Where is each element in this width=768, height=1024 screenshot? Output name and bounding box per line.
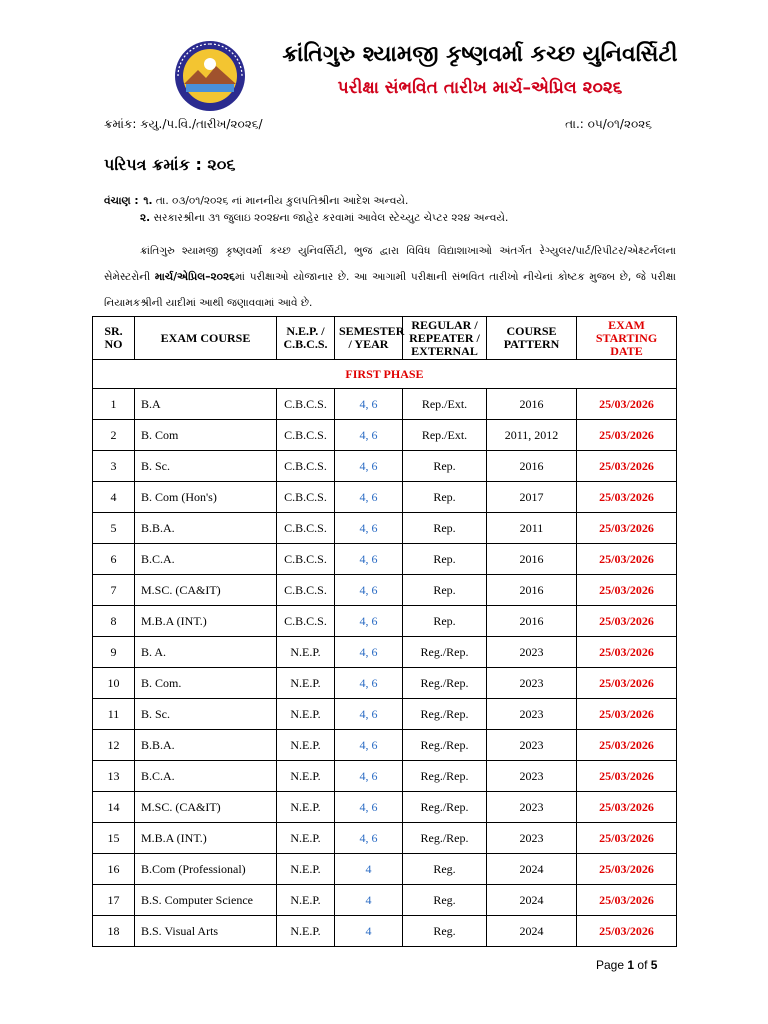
- cell-semester: 4, 6: [335, 451, 403, 482]
- cell-regular-repeater: Reg./Rep.: [403, 823, 487, 854]
- cell-exam-course: M.SC. (CA&IT): [135, 792, 277, 823]
- cell-course-pattern: 2024: [487, 916, 577, 947]
- references-label: વંચાણ :: [104, 195, 139, 207]
- cell-regular-repeater: Rep.: [403, 606, 487, 637]
- cell-course-pattern: 2023: [487, 761, 577, 792]
- paragraph-bold-period: માર્ચ/એપ્રિલ–૨૦૨૬: [154, 271, 236, 283]
- cell-sr-no: 9: [93, 637, 135, 668]
- cell-course-pattern: 2023: [487, 699, 577, 730]
- cell-sr-no: 18: [93, 916, 135, 947]
- cell-regular-repeater: Reg.: [403, 885, 487, 916]
- table-body: [93, 360, 677, 947]
- table-row: [93, 823, 677, 854]
- cell-sr-no: 14: [93, 792, 135, 823]
- cell-course-pattern: 2016: [487, 575, 577, 606]
- cell-exam-course: B.B.A.: [135, 730, 277, 761]
- cell-nep-cbcs: C.B.C.S.: [277, 451, 335, 482]
- cell-semester: 4, 6: [335, 513, 403, 544]
- cell-course-pattern: 2016: [487, 389, 577, 420]
- table-row: [93, 668, 677, 699]
- cell-exam-course: B.S. Computer Science: [135, 885, 277, 916]
- cell-regular-repeater: Reg.: [403, 916, 487, 947]
- cell-sr-no: 16: [93, 854, 135, 885]
- table-row: [93, 916, 677, 947]
- references-block: [104, 193, 508, 227]
- cell-exam-date: 25/03/2026: [577, 575, 677, 606]
- cell-course-pattern: 2011, 2012: [487, 420, 577, 451]
- cell-course-pattern: 2023: [487, 792, 577, 823]
- cell-sr-no: 17: [93, 885, 135, 916]
- cell-exam-course: M.SC. (CA&IT): [135, 575, 277, 606]
- cell-nep-cbcs: C.B.C.S.: [277, 420, 335, 451]
- university-seal-icon: [174, 40, 246, 112]
- table-row: [93, 482, 677, 513]
- cell-semester: 4, 6: [335, 699, 403, 730]
- table-row: [93, 575, 677, 606]
- cell-regular-repeater: Rep.: [403, 544, 487, 575]
- cell-course-pattern: 2017: [487, 482, 577, 513]
- cell-exam-date: 25/03/2026: [577, 451, 677, 482]
- cell-semester: 4: [335, 916, 403, 947]
- cell-exam-date: 25/03/2026: [577, 544, 677, 575]
- cell-exam-course: B. Sc.: [135, 451, 277, 482]
- cell-regular-repeater: Rep.: [403, 513, 487, 544]
- cell-exam-date: 25/03/2026: [577, 823, 677, 854]
- cell-sr-no: 13: [93, 761, 135, 792]
- cell-nep-cbcs: N.E.P.: [277, 916, 335, 947]
- header-course-pattern: COURSE PATTERN: [487, 317, 577, 360]
- header-regular-repeater: REGULAR / REPEATER / EXTERNAL: [403, 317, 487, 360]
- cell-nep-cbcs: C.B.C.S.: [277, 389, 335, 420]
- cell-sr-no: 2: [93, 420, 135, 451]
- table-row: [93, 513, 677, 544]
- cell-semester: 4, 6: [335, 482, 403, 513]
- cell-exam-course: B.Com (Professional): [135, 854, 277, 885]
- cell-exam-date: 25/03/2026: [577, 885, 677, 916]
- cell-exam-date: 25/03/2026: [577, 420, 677, 451]
- cell-semester: 4, 6: [335, 823, 403, 854]
- header-nep-cbcs: N.E.P. / C.B.C.S.: [277, 317, 335, 360]
- paragraph-text: માં પરીક્ષાઓ યોજાનાર છે. આ આગામી પરીક્ષાની સંભવિત તારીખો નીચેનાં કોષ્ટક મુજબ છે, જે પરીક્ષા નિયામકશ્રીની યાદીમાં આથી જણાવવામાં આવે છે.: [104, 271, 677, 309]
- cell-semester: 4, 6: [335, 668, 403, 699]
- cell-sr-no: 10: [93, 668, 135, 699]
- cell-exam-course: B.C.A.: [135, 761, 277, 792]
- cell-regular-repeater: Rep.: [403, 451, 487, 482]
- table-header-row: [93, 317, 677, 360]
- cell-exam-course: M.B.A (INT.): [135, 823, 277, 854]
- cell-nep-cbcs: C.B.C.S.: [277, 513, 335, 544]
- cell-nep-cbcs: N.E.P.: [277, 885, 335, 916]
- cell-semester: 4, 6: [335, 761, 403, 792]
- reference-item-number: ૧.: [143, 195, 153, 207]
- cell-exam-date: 25/03/2026: [577, 730, 677, 761]
- cell-semester: 4, 6: [335, 544, 403, 575]
- header-semester-year: SEMESTER / YEAR: [335, 317, 403, 360]
- cell-nep-cbcs: N.E.P.: [277, 761, 335, 792]
- table-row: [93, 699, 677, 730]
- cell-nep-cbcs: C.B.C.S.: [277, 575, 335, 606]
- cell-semester: 4, 6: [335, 637, 403, 668]
- table-row: [93, 730, 677, 761]
- of-word: of: [637, 958, 648, 972]
- cell-semester: 4, 6: [335, 420, 403, 451]
- paragraph-text: ક્રાંતિગુરુ શ્યામજી કૃષ્ણવર્મા કચ્છ યુનિવર્સિટી, ભુજ દ્વારા વિવિધ વિદ્યાશાખાઓ અંતર્ગત રેગ્યુલર/પાર્ટ/રિપીટર/એક્ષ્ટર્નલના સેમેસ્ટરોની: [104, 245, 676, 283]
- page-total: 5: [650, 958, 658, 972]
- cell-nep-cbcs: N.E.P.: [277, 823, 335, 854]
- cell-exam-course: B. Com.: [135, 668, 277, 699]
- table-row: [93, 792, 677, 823]
- table-row: [93, 451, 677, 482]
- cell-exam-date: 25/03/2026: [577, 792, 677, 823]
- cell-sr-no: 3: [93, 451, 135, 482]
- cell-regular-repeater: Reg./Rep.: [403, 668, 487, 699]
- cell-sr-no: 1: [93, 389, 135, 420]
- cell-regular-repeater: Rep.: [403, 482, 487, 513]
- cell-exam-course: B.B.A.: [135, 513, 277, 544]
- cell-semester: 4, 6: [335, 606, 403, 637]
- cell-exam-date: 25/03/2026: [577, 513, 677, 544]
- cell-course-pattern: 2016: [487, 606, 577, 637]
- cell-regular-repeater: Reg.: [403, 854, 487, 885]
- cell-sr-no: 4: [93, 482, 135, 513]
- cell-sr-no: 6: [93, 544, 135, 575]
- cell-exam-course: B. Sc.: [135, 699, 277, 730]
- cell-exam-date: 25/03/2026: [577, 699, 677, 730]
- cell-exam-date: 25/03/2026: [577, 606, 677, 637]
- table-row: [93, 885, 677, 916]
- header-exam-course: EXAM COURSE: [135, 317, 277, 360]
- cell-regular-repeater: Reg./Rep.: [403, 730, 487, 761]
- header-sr-no: SR. NO: [93, 317, 135, 360]
- reference-date: તા.: ૦૫/૦૧/૨૦૨૬: [565, 117, 652, 131]
- cell-exam-course: B.A: [135, 389, 277, 420]
- cell-semester: 4, 6: [335, 792, 403, 823]
- cell-course-pattern: 2016: [487, 451, 577, 482]
- reference-row: [104, 117, 652, 132]
- cell-exam-date: 25/03/2026: [577, 854, 677, 885]
- cell-nep-cbcs: C.B.C.S.: [277, 544, 335, 575]
- cell-exam-course: B.S. Visual Arts: [135, 916, 277, 947]
- cell-exam-course: B. Com: [135, 420, 277, 451]
- cell-semester: 4: [335, 885, 403, 916]
- table-row: [93, 761, 677, 792]
- cell-semester: 4, 6: [335, 389, 403, 420]
- intro-paragraph: [104, 238, 676, 316]
- university-name: ક્રાંતિગુરુ શ્યામજી કૃષ્ણવર્મા કચ્છ યુનિવર્સિટી: [282, 42, 678, 67]
- cell-exam-date: 25/03/2026: [577, 916, 677, 947]
- cell-nep-cbcs: N.E.P.: [277, 637, 335, 668]
- cell-course-pattern: 2024: [487, 854, 577, 885]
- reference-item-text: સરકારશ્રીના ૩૧ જુલાઇ ૨૦૨૪ના જાહેર કરવામાં આવેલ સ્ટેચ્યુટ ચેપ્ટર ૨૨૪ અન્વયે.: [153, 212, 509, 224]
- reference-item-1: [104, 193, 508, 210]
- table-row: [93, 606, 677, 637]
- cell-regular-repeater: Reg./Rep.: [403, 761, 487, 792]
- cell-exam-date: 25/03/2026: [577, 761, 677, 792]
- cell-course-pattern: 2023: [487, 730, 577, 761]
- phase-label: FIRST PHASE: [93, 360, 677, 389]
- page-footer: [596, 958, 657, 972]
- circular-title: પરિપત્ર ક્રમાંક : ૨૦૬: [104, 155, 236, 174]
- cell-nep-cbcs: C.B.C.S.: [277, 606, 335, 637]
- cell-sr-no: 12: [93, 730, 135, 761]
- cell-sr-no: 5: [93, 513, 135, 544]
- cell-sr-no: 8: [93, 606, 135, 637]
- cell-course-pattern: 2023: [487, 823, 577, 854]
- cell-nep-cbcs: N.E.P.: [277, 730, 335, 761]
- exam-schedule-title: પરીક્ષા સંભવિત તારીખ માર્ચ–એપ્રિલ ૨૦૨૬: [337, 78, 623, 98]
- cell-exam-date: 25/03/2026: [577, 389, 677, 420]
- cell-exam-date: 25/03/2026: [577, 668, 677, 699]
- reference-number: ક્રમાંક: કયુ./પ.વિ./તારીખ/૨૦૨૬/: [104, 117, 263, 131]
- cell-exam-course: M.B.A (INT.): [135, 606, 277, 637]
- reference-item-number: ૨.: [140, 212, 151, 224]
- cell-regular-repeater: Reg./Rep.: [403, 637, 487, 668]
- page-number: 1: [627, 958, 635, 972]
- cell-nep-cbcs: N.E.P.: [277, 854, 335, 885]
- table-row: [93, 389, 677, 420]
- header-exam-date: EXAM STARTING DATE: [577, 317, 677, 360]
- table-row: [93, 637, 677, 668]
- cell-nep-cbcs: N.E.P.: [277, 699, 335, 730]
- cell-regular-repeater: Rep./Ext.: [403, 420, 487, 451]
- cell-course-pattern: 2023: [487, 668, 577, 699]
- cell-exam-date: 25/03/2026: [577, 637, 677, 668]
- cell-exam-course: B.C.A.: [135, 544, 277, 575]
- cell-regular-repeater: Reg./Rep.: [403, 792, 487, 823]
- cell-sr-no: 11: [93, 699, 135, 730]
- exam-schedule-table: [92, 316, 677, 947]
- cell-course-pattern: 2016: [487, 544, 577, 575]
- cell-nep-cbcs: C.B.C.S.: [277, 482, 335, 513]
- table-row: [93, 854, 677, 885]
- cell-exam-course: B. Com (Hon's): [135, 482, 277, 513]
- cell-semester: 4: [335, 854, 403, 885]
- cell-sr-no: 7: [93, 575, 135, 606]
- cell-course-pattern: 2024: [487, 885, 577, 916]
- cell-course-pattern: 2023: [487, 637, 577, 668]
- phase-row: [93, 360, 677, 389]
- cell-semester: 4, 6: [335, 730, 403, 761]
- cell-regular-repeater: Rep./Ext.: [403, 389, 487, 420]
- cell-nep-cbcs: N.E.P.: [277, 792, 335, 823]
- cell-regular-repeater: Rep.: [403, 575, 487, 606]
- cell-semester: 4, 6: [335, 575, 403, 606]
- reference-item-text: તા. ૦૩/૦૧/૨૦૨૬ નાં માનનીય કુલપતિશ્રીના આદેશ અન્વયે.: [155, 195, 409, 207]
- cell-exam-course: B. A.: [135, 637, 277, 668]
- page-word: Page: [596, 958, 625, 972]
- reference-item-2: [104, 210, 508, 227]
- table-row: [93, 544, 677, 575]
- cell-course-pattern: 2011: [487, 513, 577, 544]
- cell-regular-repeater: Reg./Rep.: [403, 699, 487, 730]
- cell-nep-cbcs: N.E.P.: [277, 668, 335, 699]
- table-row: [93, 420, 677, 451]
- cell-exam-date: 25/03/2026: [577, 482, 677, 513]
- cell-sr-no: 15: [93, 823, 135, 854]
